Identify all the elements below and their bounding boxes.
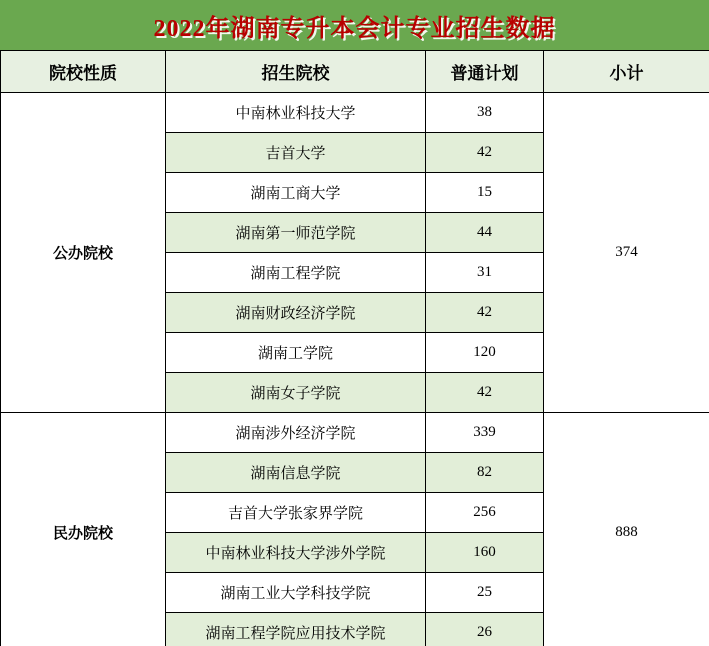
- cell-plan: 42: [426, 293, 544, 333]
- group-label-public: 公办院校: [1, 93, 166, 413]
- cell-plan: 160: [426, 533, 544, 573]
- col-header-plan: 普通计划: [426, 51, 544, 93]
- cell-school: 吉首大学张家界学院: [166, 493, 426, 533]
- cell-plan: 44: [426, 213, 544, 253]
- cell-plan: 82: [426, 453, 544, 493]
- cell-school: 中南林业科技大学涉外学院: [166, 533, 426, 573]
- cell-school: 吉首大学: [166, 133, 426, 173]
- header-row: [1, 51, 709, 93]
- cell-plan: 25: [426, 573, 544, 613]
- cell-school: 湖南工商大学: [166, 173, 426, 213]
- cell-school: 中南林业科技大学: [166, 93, 426, 133]
- cell-school: 湖南财政经济学院: [166, 293, 426, 333]
- cell-plan: 339: [426, 413, 544, 453]
- page-title: 2022年湖南专升本会计专业招生数据: [153, 15, 556, 42]
- cell-school: 湖南信息学院: [166, 453, 426, 493]
- cell-plan: 120: [426, 333, 544, 373]
- cell-school: 湖南工学院: [166, 333, 426, 373]
- col-header-school: 招生院校: [166, 51, 426, 93]
- cell-plan: 256: [426, 493, 544, 533]
- subtotal-public: 374: [544, 93, 709, 413]
- table-row: [1, 413, 709, 453]
- group-label-private: 民办院校: [1, 413, 166, 646]
- group-private: [1, 413, 709, 646]
- report-title-bar: [0, 0, 709, 50]
- cell-plan: 38: [426, 93, 544, 133]
- col-header-subtotal: 小计: [544, 51, 709, 93]
- cell-plan: 42: [426, 133, 544, 173]
- col-header-school-type: 院校性质: [1, 51, 166, 93]
- cell-school: 湖南女子学院: [166, 373, 426, 413]
- cell-school: 湖南工程学院: [166, 253, 426, 293]
- table-row: [1, 93, 709, 133]
- cell-school: 湖南工业大学科技学院: [166, 573, 426, 613]
- cell-school: 湖南涉外经济学院: [166, 413, 426, 453]
- cell-plan: 31: [426, 253, 544, 293]
- cell-plan: 15: [426, 173, 544, 213]
- admissions-table: [0, 50, 709, 646]
- group-public: [1, 93, 709, 413]
- cell-plan: 42: [426, 373, 544, 413]
- subtotal-private: 888: [544, 413, 709, 646]
- cell-plan: 26: [426, 613, 544, 646]
- cell-school: 湖南工程学院应用技术学院: [166, 613, 426, 646]
- cell-school: 湖南第一师范学院: [166, 213, 426, 253]
